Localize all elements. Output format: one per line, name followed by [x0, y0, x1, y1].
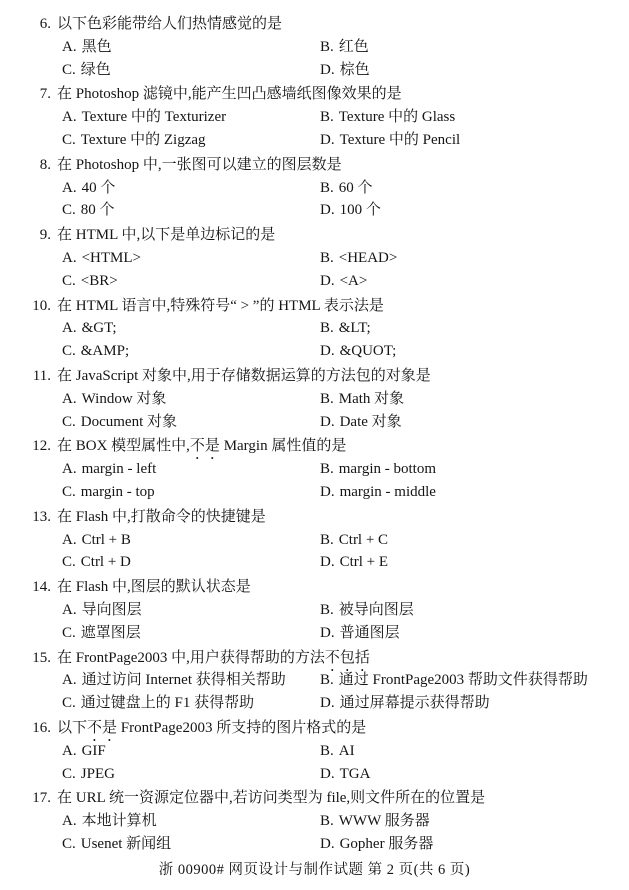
option-d-text: 100 个 — [339, 202, 381, 219]
option-b-label: B. — [320, 38, 334, 55]
question-block — [0, 83, 629, 151]
option-row-cd — [0, 622, 629, 645]
option-a-label: A. — [62, 461, 77, 478]
question-number: 6. — [39, 16, 51, 32]
option-c-text: margin - top — [80, 483, 155, 500]
option-c-label: C. — [62, 765, 76, 782]
option-a — [62, 317, 320, 340]
option-b-label: B. — [320, 179, 334, 196]
question-number: 13. — [32, 508, 51, 525]
option-d-label: D. — [320, 272, 335, 289]
option-a-label: A. — [62, 390, 77, 407]
option-row-cd — [0, 551, 629, 574]
option-c-text: JPEG — [80, 765, 115, 782]
question-block — [0, 717, 629, 785]
option-a — [62, 106, 320, 129]
question-stem-line — [0, 13, 629, 36]
option-a-label: A. — [62, 813, 77, 830]
option-d-text: Texture 中的 Pencil — [339, 131, 461, 148]
option-b-text: 被导向图层 — [338, 601, 414, 618]
option-b-label: B. — [320, 813, 334, 830]
option-d — [320, 692, 629, 715]
option-row-cd — [0, 481, 629, 504]
option-c-text: 通过键盘上的 F1 获得帮助 — [80, 695, 255, 712]
option-a-text: 40 个 — [81, 179, 116, 196]
option-d-label: D. — [320, 202, 335, 219]
option-b — [320, 810, 629, 833]
question-stem-line — [0, 224, 629, 247]
option-b-label: B. — [320, 461, 334, 478]
question-stem-line — [0, 83, 629, 106]
question-stem-line — [0, 506, 629, 529]
option-d-label: D. — [320, 413, 335, 430]
option-row-cd — [0, 59, 629, 82]
stem-text: 在 URL 统一资源定位器中,若访问类型为 file,则文件所在的位置是 — [57, 790, 486, 807]
option-c-text: 遮罩图层 — [80, 624, 141, 641]
question-block — [0, 295, 629, 363]
option-row-cd — [0, 340, 629, 363]
option-row-cd — [0, 411, 629, 434]
option-d-text: TGA — [339, 765, 371, 782]
question-block — [0, 576, 629, 644]
option-b — [320, 599, 629, 622]
question-number: 16. — [32, 719, 51, 736]
option-a-label: A. — [62, 601, 77, 618]
stem-text: 在 Photoshop 中,一张图可以建立的图层数是 — [57, 156, 342, 173]
option-c — [62, 481, 320, 504]
option-c-label: C. — [62, 272, 76, 289]
option-row-cd — [0, 270, 629, 293]
option-d-label: D. — [320, 695, 335, 712]
stem-text: 在 FrontPage2003 中,用户获得帮助的方法 — [57, 649, 325, 666]
option-c — [62, 692, 320, 715]
stem-text: 在 Photoshop 滤镜中,能产生凹凸感墙纸图像效果的是 — [57, 86, 402, 103]
option-b — [320, 36, 629, 59]
option-b-text: margin - bottom — [338, 461, 436, 478]
question-stem-line — [0, 576, 629, 599]
option-c-text: Ctrl + D — [80, 554, 131, 571]
question-number: 11. — [32, 367, 51, 384]
option-d-text: 棕色 — [339, 61, 370, 78]
option-a — [62, 669, 320, 692]
option-d-label: D. — [320, 131, 335, 148]
question-number: 7. — [39, 86, 51, 103]
option-a-text: GIF — [81, 742, 106, 759]
stem-text: 以下 — [57, 719, 88, 736]
question-number: 12. — [32, 438, 51, 455]
option-a-label: A. — [62, 179, 77, 196]
option-a — [62, 740, 320, 763]
option-b — [320, 388, 629, 411]
question-block — [0, 435, 629, 503]
option-c — [62, 411, 320, 434]
option-c-label: C. — [62, 413, 76, 430]
option-row-ab — [0, 740, 629, 763]
option-c-text: 绿色 — [80, 61, 111, 78]
option-a — [62, 599, 320, 622]
option-b-text: Texture 中的 Glass — [338, 109, 456, 126]
option-a — [62, 36, 320, 59]
question-number: 8. — [39, 156, 51, 173]
option-d-label: D. — [320, 554, 335, 571]
option-row-ab — [0, 317, 629, 340]
option-b — [320, 106, 629, 129]
option-a-text: Texture 中的 Texturizer — [81, 109, 227, 126]
question-stem — [57, 506, 629, 529]
option-b-text: <HEAD> — [338, 249, 398, 266]
option-a-label: A. — [62, 320, 77, 337]
option-d-text: Date 对象 — [339, 413, 402, 430]
stem-text: 在 HTML 中,以下是单边标记的是 — [57, 227, 276, 244]
option-a-text: 通过访问 Internet 获得相关帮助 — [81, 672, 286, 689]
question-stem-line — [0, 717, 629, 740]
option-row-cd — [0, 692, 629, 715]
option-b-label: B. — [320, 601, 334, 618]
option-a-text: Window 对象 — [81, 390, 167, 407]
question-number: 14. — [32, 579, 51, 596]
stem-text-after: Margin 属性值的是 — [219, 438, 347, 455]
option-a-text: Ctrl + B — [81, 531, 131, 548]
option-c-label: C. — [62, 695, 76, 712]
option-d-text: Gopher 服务器 — [339, 835, 434, 852]
option-d — [320, 59, 629, 82]
option-d — [320, 622, 629, 645]
option-b-label: B. — [320, 390, 334, 407]
option-b — [320, 177, 629, 200]
stem-text: 在 HTML 语言中,特殊符号“ > ”的 HTML 表示法是 — [57, 297, 384, 314]
option-b-text: &LT; — [338, 320, 371, 337]
option-a — [62, 529, 320, 552]
question-stem — [57, 224, 629, 247]
option-row-cd — [0, 199, 629, 222]
option-a-label: A. — [62, 672, 77, 689]
question-number: 10. — [32, 297, 51, 314]
stem-emphasized-text: 不包括 — [324, 649, 370, 666]
question-stem-line — [0, 435, 629, 458]
option-c-label: C. — [62, 202, 76, 219]
question-number: 17. — [32, 790, 51, 807]
option-a — [62, 247, 320, 270]
option-c — [62, 833, 320, 856]
option-c — [62, 340, 320, 363]
option-a — [62, 177, 320, 200]
question-stem — [57, 295, 629, 318]
option-b-label: B. — [320, 109, 334, 126]
question-number: 15. — [32, 649, 51, 666]
option-d — [320, 833, 629, 856]
option-row-ab — [0, 388, 629, 411]
option-d-label: D. — [320, 343, 335, 360]
question-list — [0, 13, 629, 856]
question-stem-line — [0, 154, 629, 177]
option-d-label: D. — [320, 765, 335, 782]
option-a-text: 黑色 — [81, 38, 112, 55]
stem-text: 在 BOX 模型属性中, — [57, 438, 190, 455]
option-d-label: D. — [320, 835, 335, 852]
question-stem — [57, 647, 629, 670]
option-row-ab — [0, 106, 629, 129]
option-d-text: <A> — [339, 272, 368, 289]
question-stem-line — [0, 647, 629, 670]
question-block — [0, 224, 629, 292]
question-block — [0, 506, 629, 574]
question-stem-line — [0, 365, 629, 388]
option-d — [320, 411, 629, 434]
option-d-text: &QUOT; — [339, 343, 397, 360]
question-stem-line — [0, 295, 629, 318]
option-row-ab — [0, 458, 629, 481]
option-a-text: <HTML> — [81, 249, 142, 266]
option-d — [320, 763, 629, 786]
option-b-text: 通过 FrontPage2003 帮助文件获得帮助 — [338, 672, 588, 689]
option-b — [320, 529, 629, 552]
option-a-label: A. — [62, 249, 77, 266]
option-c-text: &AMP; — [80, 343, 130, 360]
option-c-text: Document 对象 — [80, 413, 177, 430]
question-block — [0, 154, 629, 222]
question-block — [0, 787, 629, 855]
option-c-text: Texture 中的 Zigzag — [80, 131, 206, 148]
option-d — [320, 270, 629, 293]
option-a-text: margin - left — [81, 461, 157, 478]
option-b-text: WWW 服务器 — [338, 813, 430, 830]
option-row-ab — [0, 599, 629, 622]
option-d-text: margin - middle — [339, 483, 436, 500]
option-row-cd — [0, 763, 629, 786]
option-d-label: D. — [320, 61, 335, 78]
option-b-label: B. — [320, 531, 334, 548]
option-c — [62, 129, 320, 152]
option-b — [320, 458, 629, 481]
option-d-text: Ctrl + E — [339, 554, 389, 571]
option-a-text: 本地计算机 — [81, 813, 157, 830]
option-c-text: <BR> — [80, 272, 118, 289]
option-c — [62, 199, 320, 222]
option-c — [62, 270, 320, 293]
option-a — [62, 810, 320, 833]
question-block — [0, 647, 629, 715]
option-a-label: A. — [62, 742, 77, 759]
option-d — [320, 340, 629, 363]
option-a-label: A. — [62, 531, 77, 548]
exam-page — [0, 13, 629, 856]
option-c-label: C. — [62, 835, 76, 852]
option-c-text: 80 个 — [80, 202, 115, 219]
question-block — [0, 13, 629, 81]
option-row-ab — [0, 529, 629, 552]
question-block — [0, 365, 629, 433]
option-a — [62, 388, 320, 411]
option-row-ab — [0, 177, 629, 200]
option-b-label: B. — [320, 672, 334, 689]
option-c — [62, 59, 320, 82]
option-c — [62, 551, 320, 574]
stem-text: 在 Flash 中,图层的默认状态是 — [57, 579, 251, 596]
page-footer: 浙 00900# 网页设计与制作试题 第 2 页(共 6 页) — [158, 862, 471, 878]
question-stem — [57, 717, 629, 740]
option-row-ab — [0, 669, 629, 692]
option-d — [320, 129, 629, 152]
stem-text: 在 JavaScript 对象中,用于存储数据运算的方法包的对象是 — [57, 367, 431, 384]
option-c-label: C. — [62, 554, 76, 571]
option-b-label: B. — [320, 742, 334, 759]
option-d — [320, 551, 629, 574]
option-b-text: Math 对象 — [338, 390, 405, 407]
option-d — [320, 199, 629, 222]
question-stem — [57, 365, 629, 388]
option-row-ab — [0, 36, 629, 59]
option-b — [320, 247, 629, 270]
stem-text: 以下色彩能带给人们热情感觉的是 — [57, 16, 283, 32]
option-d-label: D. — [320, 624, 335, 641]
question-stem — [57, 576, 629, 599]
option-c-label: C. — [62, 343, 76, 360]
stem-emphasized-text: 不是 — [189, 438, 220, 455]
option-b-text: Ctrl + C — [338, 531, 389, 548]
option-row-cd — [0, 833, 629, 856]
option-row-cd — [0, 129, 629, 152]
option-b — [320, 740, 629, 763]
option-d-text: 普通图层 — [339, 624, 400, 641]
stem-emphasized-text: 不是 — [87, 719, 118, 736]
option-c-label: C. — [62, 483, 76, 500]
option-b — [320, 669, 629, 692]
option-d-text: 通过屏幕提示获得帮助 — [339, 695, 490, 712]
option-c-label: C. — [62, 131, 76, 148]
option-a — [62, 458, 320, 481]
stem-text: 在 Flash 中,打散命令的快捷键是 — [57, 508, 266, 525]
option-row-ab — [0, 247, 629, 270]
option-row-ab — [0, 810, 629, 833]
question-number: 9. — [39, 227, 51, 244]
question-stem-line — [0, 787, 629, 810]
option-a-text: 导向图层 — [81, 601, 142, 618]
question-stem — [57, 154, 629, 177]
option-d-label: D. — [320, 483, 335, 500]
question-stem — [57, 13, 629, 36]
option-b-text: 红色 — [338, 38, 369, 55]
option-d — [320, 481, 629, 504]
option-b — [320, 317, 629, 340]
option-b-text: 60 个 — [338, 179, 373, 196]
option-b-label: B. — [320, 249, 334, 266]
option-b-text: AI — [338, 742, 355, 759]
option-c — [62, 763, 320, 786]
stem-text-after: FrontPage2003 所支持的图片格式的是 — [117, 719, 367, 736]
option-a-label: A. — [62, 38, 77, 55]
question-stem — [57, 435, 629, 458]
question-stem — [57, 83, 629, 106]
option-c — [62, 622, 320, 645]
option-c-label: C. — [62, 624, 76, 641]
option-a-label: A. — [62, 109, 77, 126]
question-stem — [57, 787, 629, 810]
option-a-text: &GT; — [81, 320, 117, 337]
option-c-text: Usenet 新闻组 — [80, 835, 172, 852]
option-c-label: C. — [62, 61, 76, 78]
option-b-label: B. — [320, 320, 334, 337]
